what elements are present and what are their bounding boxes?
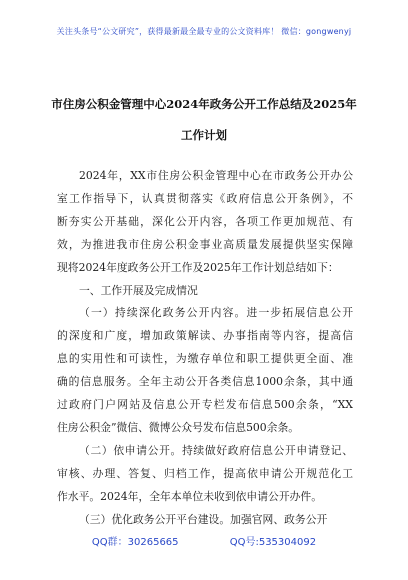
- text-line: 审核、办理、答复、归档工作，提高依申请公开规范化工: [57, 466, 353, 480]
- header-banner: 关注头条号“公文研究”，获得最新最全最专业的公文资料库！ 微信：gongwenyj: [56, 27, 352, 36]
- text-line: 作水平。2024年，全年本单位未收到依申请公开办件。: [57, 489, 323, 503]
- text-line: 断夯实公开基础，深化公开内容，各项工作更加规范、有: [57, 214, 353, 228]
- paragraph-content-deepening: [57, 302, 353, 439]
- text-line: （二）依申请公开。持续做好政府信息公开申请登记、: [79, 443, 353, 457]
- text-line: 过政府门户网站及信息公开专栏发布信息500余条，“XX: [57, 398, 353, 412]
- document-title-line-2: 工作计划: [181, 128, 227, 142]
- text-line: 室工作指导下，认真贯彻落实《政府信息公开条例》，不: [57, 191, 353, 205]
- text-line: （一）持续深化政务公开内容。进一步拓展信息公开: [79, 306, 353, 320]
- footer-contact: [0, 533, 408, 548]
- text-line: 一、工作开展及完成情况: [79, 283, 198, 297]
- text-line: （三）优化政务公开平台建设。加强官网、政务公开: [79, 512, 328, 526]
- text-line: 2024年，XX市住房公积金管理中心在市政务公开办公: [79, 169, 353, 182]
- text-line: 现将2024年度政务公开工作及2025年工作计划总结如下：: [57, 260, 339, 274]
- text-line: 的深度和广度，增加政策解读、办事指南等内容，提高信: [57, 329, 353, 343]
- qq-group: QQ群：30265665: [91, 537, 179, 548]
- paragraph-intro: [57, 165, 353, 280]
- paragraph-on-request: [57, 440, 353, 509]
- text-line: 息的实用性和可读性，为缴存单位和职工提供更全面、准: [57, 352, 353, 366]
- text-line: 确的信息服务。全年主动公开各类信息1000余条，其中通: [57, 375, 353, 389]
- section-heading: [57, 280, 353, 303]
- text-line: 住房公积金”微信、微博公众号发布信息500余条。: [57, 420, 300, 434]
- document-title-line-1: 市住房公积金管理中心2024年政务公开工作总结及2025年: [51, 97, 357, 111]
- text-line: 效，为推进我市住房公积金事业高质量发展提供坚实保障: [57, 237, 353, 251]
- paragraph-platform: [57, 509, 353, 532]
- document-body: [57, 165, 353, 532]
- qq-number: QQ号:535304092: [229, 537, 317, 548]
